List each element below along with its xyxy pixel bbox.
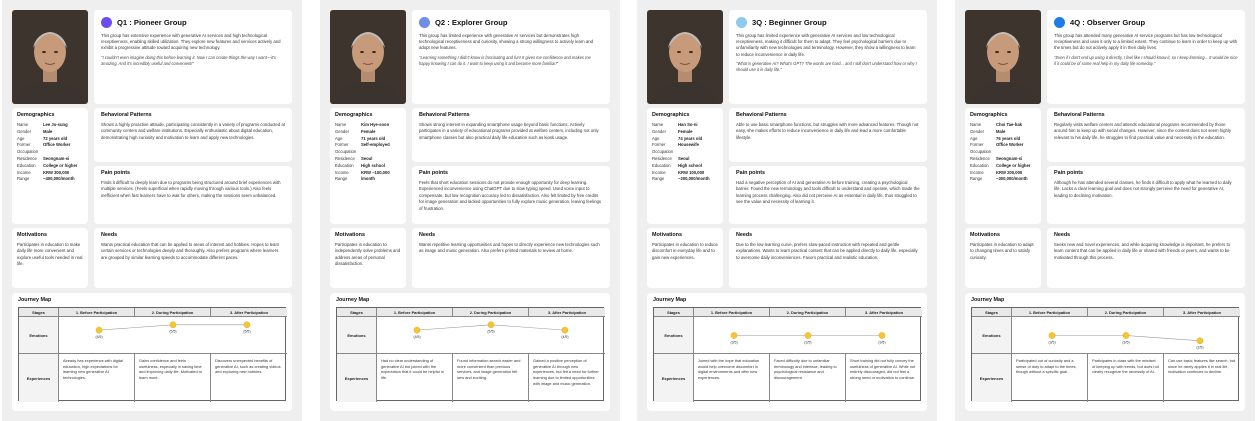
demographic-key: Occupation [652, 149, 674, 155]
demographic-value: ~300,000/month [996, 176, 1028, 182]
motivations-title: Motivations [652, 232, 682, 238]
journey-map-card [12, 293, 292, 411]
demographic-key: Gender [970, 128, 984, 134]
demographic-row [17, 176, 77, 183]
demographic-value [996, 149, 1030, 156]
demographic-key: Residence [335, 155, 355, 161]
experience-cell-1: Had no clear understanding of generative AI but joined with the expectation that it could be helpful in life. [377, 354, 453, 402]
group-title-row [101, 17, 285, 28]
demographic-row [335, 176, 390, 183]
demographic-key: Range [652, 176, 665, 182]
behavioral-patterns-card [412, 108, 610, 162]
demographic-value: College or higher [996, 162, 1031, 168]
demographics-table [652, 122, 710, 183]
demographic-row [652, 122, 710, 129]
experiences-row-label: Experiences [654, 354, 694, 402]
demographic-row [335, 136, 390, 143]
experience-cell-2: Faced difficulty due to unfamiliar terminology and interface, leading to psychological resistance and discouragement. [770, 354, 846, 402]
group-color-dot [101, 17, 112, 28]
emotion-score-label: (3/5) [730, 340, 738, 345]
demographic-row [652, 136, 710, 143]
group-color-dot [1054, 17, 1065, 28]
demographic-row [970, 149, 1030, 156]
demographic-value: Seoul [678, 155, 690, 161]
stages-header: Stages [19, 308, 59, 317]
journey-map-grid [336, 307, 604, 401]
group-title: 3Q : Beginner Group [752, 18, 827, 27]
demographic-value: College or higher [43, 162, 78, 168]
demographic-value: Male [43, 128, 53, 134]
stage-header-3: 3. After Participation [1164, 308, 1240, 317]
demographic-key: Former [335, 142, 349, 148]
behavioral-patterns-card [1047, 108, 1245, 162]
stage-header-3: 3. After Participation [529, 308, 605, 317]
demographic-value: Seongnam-si [996, 155, 1023, 161]
demographic-key: Income [970, 169, 984, 175]
demographic-row [652, 149, 710, 156]
demographic-row [970, 163, 1030, 170]
demographic-key: Former [652, 142, 666, 148]
group-description: This group has extensive experience with generative AI services and high technological receptiveness, enabling skilled utilization. They explore new features and services actively and exhibit a progressive attitude toward acquiring new technology. [101, 33, 281, 51]
pain-points-title: Pain points [736, 170, 766, 176]
persona-quote: "What is generative AI? What's GPT? The words are hard... and I still don't understand how or why I should use it in daily life." [736, 60, 917, 72]
emotion-face-icon [562, 327, 568, 333]
pain-points-text: Finds it difficult to deeply learn due to programs being structured around brief experiences with multiple services. (Feels superficial when rapidly moving through various tools.) Also feels inefficient when fast learners have to wait for others, making the sessions seem unbalanced. [101, 180, 281, 198]
demographic-value: Female [678, 128, 693, 134]
demographic-value: ~400,000/month [43, 176, 75, 182]
persona-panel-1 [2, 0, 302, 421]
persona-intro-card [94, 10, 292, 104]
demographic-value: Choi Tae-hak [996, 122, 1022, 127]
demographic-key: Name [970, 122, 982, 127]
demographic-row [652, 156, 710, 163]
pain-points-title: Pain points [101, 170, 131, 176]
demographic-value [43, 149, 77, 156]
needs-title: Needs [101, 232, 118, 238]
stage-header-2: 2. During Participation [453, 308, 529, 317]
group-title: Q2 : Explorer Group [435, 18, 508, 27]
behavioral-patterns-title: Behavioral Patterns [419, 112, 470, 118]
emotion-face-icon [805, 332, 811, 338]
group-title-row [419, 17, 603, 28]
demographic-key: Former [17, 142, 31, 148]
pain-points-card [1047, 166, 1245, 224]
demographic-row [970, 142, 1030, 149]
journey-map-card [647, 293, 927, 411]
demographic-key: Range [17, 176, 30, 182]
demographic-key: Former [970, 142, 984, 148]
demographic-key: Education [970, 162, 989, 168]
pain-points-text: Feels that short education sessions do not provide enough opportunity for deep learning. Experienced inconvenience using ChatGPT due to slow typing speed. Used voice input to compensate, but low recognition accuracy led to dissatisfaction. Also felt limited by free credits for image generation and lacked opportunities to fully explore music generation, leaving feelings of frustration. [419, 180, 602, 211]
demographic-value: Seoul [361, 155, 373, 161]
demographic-row [335, 163, 390, 170]
stage-header-2: 2. During Participation [770, 308, 846, 317]
experience-cell-3: Discovers unexpected benefits of generative AI, such as creating videos and exploring new hobbies. [215, 358, 281, 375]
persona-panel-4 [955, 0, 1255, 421]
emotion-curve [694, 317, 922, 354]
demographic-value: KRW 200,000 [996, 169, 1023, 175]
demographic-key: Residence [652, 155, 672, 161]
emotion-score-label: (5/5) [243, 329, 251, 334]
emotion-face-icon [170, 322, 176, 328]
demographics-title: Demographics [335, 112, 373, 118]
needs-card [729, 228, 927, 288]
behavioral-patterns-card [94, 108, 292, 162]
pain-points-title: Pain points [419, 170, 449, 176]
demographic-value: KRW ~100,000 [361, 169, 390, 175]
pain-points-text: Although he has attended several classes, he finds it difficult to apply what he learned to daily life. Lacks a clear learning goal and does not strongly perceive the need for generative AI, leading to declining motivation. [1054, 180, 1232, 198]
group-color-dot [419, 17, 430, 28]
emotion-curve-svg [694, 317, 922, 353]
demographic-row [335, 149, 390, 156]
demographic-key: Education [335, 162, 354, 168]
motivations-text: Participates in education to adapt to changing times and to satisfy curiosity. [970, 242, 1034, 260]
emotions-row-label: Emotions [654, 317, 694, 354]
motivations-card [647, 228, 723, 288]
motivations-card [965, 228, 1041, 288]
stages-header: Stages [654, 308, 694, 317]
persona-intro-card [729, 10, 927, 104]
demographic-row [970, 176, 1030, 183]
emotion-score-label: (3/5) [804, 340, 812, 345]
group-description: This group has limited experience with generative AI services and low technological receptiveness, making it difficult for them to adapt. They feel psychological barriers due to unfamiliarity with new technologies and terminology. However, they show a willingness to learn to reduce inconvenience in daily life. [736, 33, 916, 57]
experience-cell-3: Can use basic features like search, but since he rarely applies it in real life, motivation continues to decline. [1168, 358, 1236, 375]
group-description: This group has limited experience with generative AI services but demonstrates high technological receptiveness and curiosity, showing a strong willingness to actively learn and adopt new features. [419, 33, 594, 51]
demographic-row [970, 122, 1030, 129]
demographic-value: KRW 100,000 [678, 169, 705, 175]
demographic-row [17, 129, 77, 136]
needs-title: Needs [1054, 232, 1071, 238]
demographic-value: Office Worker [996, 142, 1024, 148]
demographic-value: High school [361, 162, 385, 168]
emotion-score-label: (4/5) [413, 334, 421, 339]
persona-panel-2 [320, 0, 620, 421]
demographic-value: Housewife [678, 142, 699, 148]
demographic-key: Gender [335, 128, 349, 134]
motivations-title: Motivations [335, 232, 365, 238]
emotion-face-icon [879, 332, 885, 338]
demographic-key: Income [335, 169, 349, 175]
stages-header: Stages [337, 308, 377, 317]
pain-points-card [94, 166, 292, 224]
demographic-value: Female [361, 128, 376, 134]
group-title-row [1054, 17, 1238, 28]
demographic-value: Kim Hye-soon [361, 122, 390, 127]
emotion-score-label: (3/5) [1122, 340, 1130, 345]
demographic-row [17, 122, 77, 129]
demographic-row [652, 176, 710, 183]
demographic-key: Age [652, 135, 660, 141]
demographic-row [335, 170, 390, 177]
group-title-row [736, 17, 920, 28]
emotion-face-icon [1123, 332, 1129, 338]
demographic-row [652, 129, 710, 136]
demographic-value [361, 149, 390, 156]
demographic-key: Name [335, 122, 347, 127]
behavioral-patterns-text: Shows a highly proactive attitude, participating consistently in a variety of programs conducted at community centers and welfare institutions. Especially enthusiastic about digital education, demonstrating high curiosity and motivation to learn and apply new technologies. [101, 122, 285, 140]
persona-photo [330, 10, 406, 104]
demographic-key: Name [652, 122, 664, 127]
behavioral-patterns-text: Able to use basic smartphone functions, but struggles with more advanced features. Though not easy, she makes efforts to reduce inconvenience in daily life and lead a more comfortable lifestyle. [736, 122, 919, 140]
emotion-score-label: (5/5) [169, 329, 177, 334]
stage-header-2: 2. During Participation [1088, 308, 1164, 317]
demographics-table [335, 122, 390, 183]
emotion-score-label: (4/5) [561, 334, 569, 339]
experience-cell-3: Short training did not fully convey the usefulness of generative AI. While not entirely discouraged, did not feel a strong need or motivation to continue. [850, 358, 916, 380]
demographic-row [335, 122, 390, 129]
needs-card [412, 228, 610, 288]
demographic-key: Age [335, 135, 343, 141]
persona-quote: "Even if I don't end up using it directly, I feel like I should know it, so I keep listening... It would be nice if it could be of some real help in my daily life someday." [1054, 54, 1238, 66]
persona-intro-card [412, 10, 610, 104]
needs-title: Needs [419, 232, 436, 238]
demographic-key: Age [970, 135, 978, 141]
demographics-card [330, 108, 406, 224]
stage-header-1: 1. Before Participation [59, 308, 135, 317]
needs-text: Wants practical education that can be applied to areas of interest and hobbies. Hopes to learn certain services or technologies deeply and thoroughly. Also prefers programs where learners are grouped by similar learning speeds to accommodate different paces. [101, 242, 280, 260]
demographic-row [17, 136, 77, 143]
emotion-face-icon [414, 327, 420, 333]
needs-title: Needs [736, 232, 753, 238]
demographic-value: 71 years old [361, 135, 386, 141]
journey-map-title: Journey Map [18, 297, 52, 303]
demographic-key: Residence [970, 155, 990, 161]
group-title: 4Q : Observer Group [1070, 18, 1146, 27]
emotion-face-icon [1197, 338, 1203, 344]
demographic-row [652, 170, 710, 177]
demographics-table [970, 122, 1030, 183]
demographic-value: Self-employed [361, 142, 390, 148]
demographics-title: Demographics [17, 112, 55, 118]
demographic-value: ~200,000/month [678, 176, 710, 182]
stage-header-1: 1. Before Participation [377, 308, 453, 317]
demographic-row [17, 149, 77, 156]
demographic-row [335, 156, 390, 163]
persona-intro-card [1047, 10, 1245, 104]
journey-map-card [330, 293, 610, 411]
demographics-title: Demographics [652, 112, 690, 118]
demographic-key: Occupation [17, 149, 39, 155]
demographic-key: Occupation [970, 149, 992, 155]
demographic-value: 72 years old [43, 135, 68, 141]
journey-map-title: Journey Map [336, 297, 370, 303]
demographic-value: 76 years old [996, 135, 1021, 141]
needs-card [94, 228, 292, 288]
behavioral-patterns-title: Behavioral Patterns [736, 112, 787, 118]
demographic-row [17, 170, 77, 177]
demographic-row [335, 142, 390, 149]
demographic-row [652, 163, 710, 170]
demographic-row [17, 156, 77, 163]
emotion-curve [59, 317, 287, 354]
emotion-face-icon [244, 322, 250, 328]
behavioral-patterns-text: Regularly visits welfare centers and attends educational programs recommended by those around him to keep up with social changes. However, since the content does not seem highly relevant to his daily life, he struggles to find practical value and necessity in the education. [1054, 122, 1231, 140]
journey-map-grid [18, 307, 286, 401]
behavioral-patterns-title: Behavioral Patterns [101, 112, 152, 118]
emotion-score-label: (3/5) [878, 340, 886, 345]
persona-quote: "Learning something I didn't know is fascinating and fun! It gives me confidence and makes me happy knowing I can do it. I want to keep using it and become more familiar!" [419, 54, 591, 66]
demographic-value: Han So-ni [678, 122, 698, 127]
demographic-key: Education [652, 162, 671, 168]
pain-points-card [412, 166, 610, 224]
group-color-dot [736, 17, 747, 28]
demographic-key: Gender [17, 128, 31, 134]
experiences-row-label: Experiences [337, 354, 377, 402]
demographic-row [652, 142, 710, 149]
journey-map-card [965, 293, 1245, 411]
emotions-row-label: Emotions [337, 317, 377, 354]
stage-header-1: 1. Before Participation [1012, 308, 1088, 317]
demographic-value: High school [678, 162, 702, 168]
persona-photo [12, 10, 88, 104]
portrait-image [12, 10, 88, 104]
motivations-text: Participates in education to make daily life more convenient and explore useful tools needed in real life. [17, 242, 83, 267]
stage-header-1: 1. Before Participation [694, 308, 770, 317]
demographic-key: Gender [652, 128, 666, 134]
demographics-title: Demographics [970, 112, 1008, 118]
motivations-title: Motivations [17, 232, 47, 238]
experiences-row-label: Experiences [972, 354, 1012, 402]
stages-header: Stages [972, 308, 1012, 317]
experience-cell-1: Participated out of curiosity and a sense of duty to adapt to the times, though without a specific goal. [1012, 354, 1088, 402]
demographic-row [335, 129, 390, 136]
persona-photo [647, 10, 723, 104]
motivations-text: Participates in education to reduce discomfort in everyday life and to gain new experiences. [652, 242, 718, 260]
demographic-key: Age [17, 135, 25, 141]
emotion-score-label: (5/5) [487, 329, 495, 334]
persona-quote: "I couldn't even imagine doing this before learning it. Now I can create things the way I want—it's amazing. And it's incredibly useful and convenient!" [101, 54, 276, 66]
portrait-image [647, 10, 723, 104]
persona-photo [965, 10, 1041, 104]
demographic-row [970, 170, 1030, 177]
demographics-card [12, 108, 88, 224]
demographic-value: Seongnam-si [43, 155, 70, 161]
stage-header-3: 3. After Participation [211, 308, 287, 317]
emotion-score-label: (4/5) [95, 334, 103, 339]
needs-card [1047, 228, 1245, 288]
stage-header-2: 2. During Participation [135, 308, 211, 317]
behavioral-patterns-card [729, 108, 927, 162]
experience-cell-1: Joined with the hope that education would help overcome discomfort in digital environments and offer new experiences. [694, 354, 770, 402]
motivations-text: Participates in education to independently solve problems and address areas of personal dissatisfaction. [335, 242, 401, 267]
emotion-face-icon [488, 322, 494, 328]
emotion-face-icon [1049, 332, 1055, 338]
group-title: Q1 : Pioneer Group [117, 18, 187, 27]
demographic-value: 74 years old [678, 135, 703, 141]
demographic-value: /month [361, 176, 375, 182]
emotions-row-label: Emotions [19, 317, 59, 354]
experience-cell-2: Found information search easier and more convenient than previous services, and image generation felt new and exciting. [453, 354, 529, 402]
demographic-row [970, 156, 1030, 163]
journey-map-title: Journey Map [653, 297, 687, 303]
demographics-card [647, 108, 723, 224]
demographic-row [970, 129, 1030, 136]
motivations-card [12, 228, 88, 288]
emotion-score-label: (3/5) [1048, 340, 1056, 345]
emotion-curve [1012, 317, 1240, 354]
experiences-row-label: Experiences [19, 354, 59, 402]
demographics-table [17, 122, 77, 183]
experience-cell-2: Gains confidence and feels usefulness, especially in saving time and improving daily life. Motivated to learn more. [135, 354, 211, 402]
demographic-key: Name [17, 122, 29, 127]
demographic-value: Lee Jo-sung [43, 122, 68, 127]
demographic-key: Occupation [335, 149, 357, 155]
demographic-key: Residence [17, 155, 37, 161]
journey-map-grid [971, 307, 1239, 401]
needs-text: Seeks new and novel experiences, and while acquiring knowledge is important, he prefers to learn content that can be applied in daily life or shared with friends or peers, and wants to be motivated through this process. [1054, 242, 1231, 260]
portrait-image [965, 10, 1041, 104]
pain-points-text: Had a negative perception of AI and generative AI before training, creating a psychological barrier. Found the new terminology and tools difficult to understand and operate, which made the learning process challenging. Also did not perceive AI as essential in daily life, thus struggled to see the value and necessity of learning it. [736, 180, 920, 205]
emotion-face-icon [96, 327, 102, 333]
pain-points-title: Pain points [1054, 170, 1084, 176]
emotion-score-label: (2/5) [1196, 345, 1204, 350]
experience-cell-1: Already has experience with digital education, high expectations for learning new generative AI technologies. [59, 354, 135, 402]
behavioral-patterns-text: Shows strong interest in expanding smartphone usage beyond basic functions. Actively participates in a variety of educational programs provided at welfare centers, including not only smartphone classes but also practical daily life education such as kiosk usage. [419, 122, 599, 140]
demographic-key: Range [970, 176, 983, 182]
emotions-row-label: Emotions [972, 317, 1012, 354]
demographic-value: Male [996, 128, 1006, 134]
demographic-value: Office Worker [43, 142, 71, 148]
experience-cell-2: Participates in class with the mindset of keeping up with trends, but does not clearly recognize the necessity of AI. [1088, 354, 1164, 402]
demographic-key: Range [335, 176, 348, 182]
journey-map-title: Journey Map [971, 297, 1005, 303]
emotion-curve-svg [59, 317, 287, 353]
needs-text: Wants repetitive learning opportunities and hopes to directly experience new technologies such as image and music generation. Also prefers printed materials to review at home. [419, 242, 600, 254]
demographic-value: KRW 300,000 [43, 169, 70, 175]
persona-panel-3 [637, 0, 937, 421]
needs-text: Due to the low learning curve, prefers slow-paced instruction with repeated and gentle explanations. Wants to learn practical content that can be applied directly to daily life, especially to overcome daily inconveniences. Favors practical and realistic education. [736, 242, 918, 260]
stage-header-3: 3. After Participation [846, 308, 922, 317]
experience-cell-3: Gained a positive perception of generative AI through new experiences, but felt a need for further learning due to limited opportunities with image and music generation. [533, 358, 599, 386]
demographics-card [965, 108, 1041, 224]
demographic-key: Income [652, 169, 666, 175]
demographic-value [678, 149, 710, 156]
pain-points-card [729, 166, 927, 224]
motivations-card [330, 228, 406, 288]
behavioral-patterns-title: Behavioral Patterns [1054, 112, 1105, 118]
motivations-title: Motivations [970, 232, 1000, 238]
emotion-curve [377, 317, 605, 354]
journey-map-grid [653, 307, 921, 401]
demographic-key: Education [17, 162, 36, 168]
demographic-row [970, 136, 1030, 143]
demographic-row [17, 163, 77, 170]
emotion-face-icon [731, 332, 737, 338]
demographic-row [17, 142, 77, 149]
group-description: This group has attended many generative AI service programs but has low technological receptiveness and uses it only to a limited extent. They continue to learn in order to keep up with the times but do not actively apply it in their daily lives. [1054, 33, 1238, 51]
portrait-image [330, 10, 406, 104]
emotion-curve-svg [1012, 317, 1240, 353]
demographic-key: Income [17, 169, 31, 175]
emotion-curve-svg [377, 317, 605, 353]
